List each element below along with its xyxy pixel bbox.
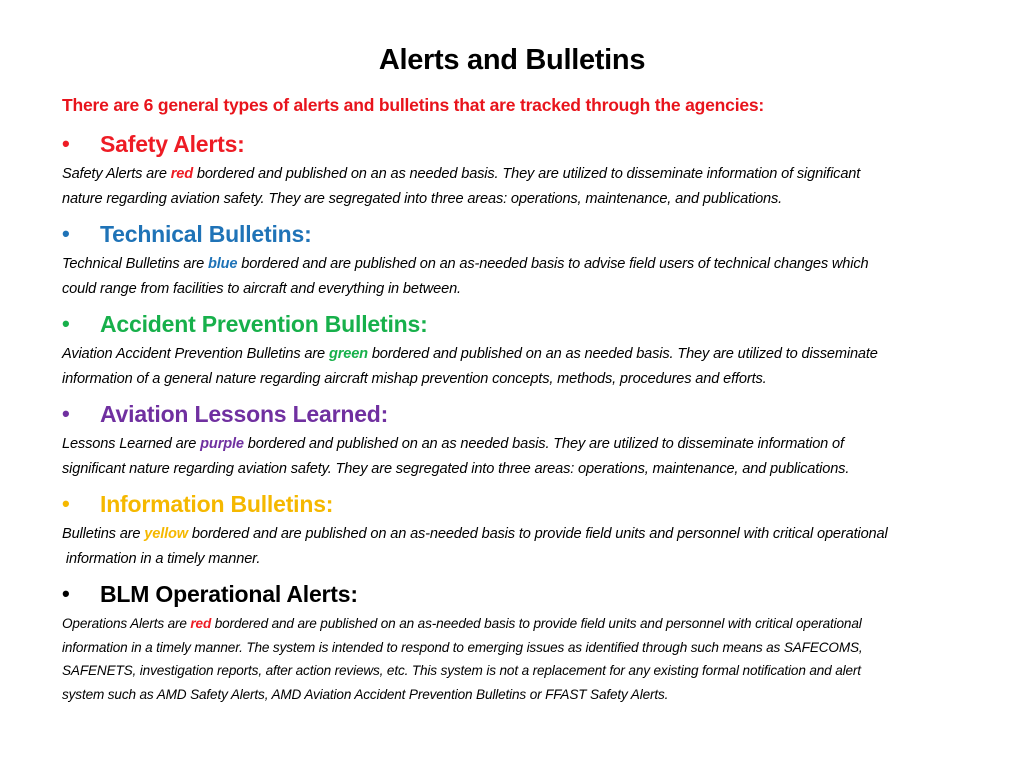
section-technical-bulletins [62,216,1002,301]
description-line: Lessons Learned are purple bordered and published on an as needed basis. They are utilized to disseminate information of [62,436,844,452]
section-heading-text: Safety Alerts: [100,131,245,157]
bullet-icon: • [62,401,70,426]
section-safety-alerts [62,126,1002,211]
description-line: Safety Alerts are red bordered and published on an as needed basis. They are utilized to disseminate information of significant [62,166,861,182]
section-description [62,252,1002,301]
description-line: system such as AMD Safety Alerts, AMD Aviation Accident Prevention Bulletins or FFAST Safety Alerts. [62,686,669,702]
section-heading [62,216,1002,252]
section-accident-prevention-bulletins [62,306,1002,391]
sections-list [62,126,1002,711]
section-description [62,432,1002,481]
page-title: Alerts and Bulletins [378,44,646,76]
section-heading-text: Aviation Lessons Learned: [100,401,389,427]
description-line: information in a timely manner. [62,550,261,567]
section-blm-operational-alerts [62,576,1002,706]
bullet-icon: • [62,581,70,606]
section-heading [62,486,1002,522]
description-line: Technical Bulletins are blue bordered and are published on an as-needed basis to advise field users of technical changes which [62,256,869,272]
section-heading-text: Information Bulletins: [100,491,334,517]
section-information-bulletins [62,486,1002,571]
description-line: SAFENETS, investigation reports, after action reviews, etc. This system is not a replacement for any existing formal notification and alert [62,663,861,678]
color-keyword: blue [207,256,238,272]
color-keyword: red [190,616,212,631]
description-line: Operations Alerts are red bordered and are published on an as-needed basis to provide field units and personnel with critical operational [62,616,862,631]
section-description [62,612,1002,706]
description-line: Aviation Accident Prevention Bulletins are green bordered and published on an as needed basis. They are utilized to disseminate [62,346,878,362]
description-line: information of a general nature regarding aircraft mishap prevention concepts, methods, procedures and efforts. [62,370,767,387]
section-heading [62,306,1002,342]
description-line: significant nature regarding aviation safety. They are segregated into three areas: operations, maintenance, and publications. [62,460,850,477]
intro-text: There are 6 general types of alerts and bulletins that are tracked through the agencies: [62,95,765,115]
description-line: information in a timely manner. The system is intended to respond to emerging issues as identified through such means as SAFECOMS, [62,639,863,655]
description-line: nature regarding aviation safety. They are segregated into three areas: operations, maintenance, and publications. [62,190,783,207]
bullet-icon: • [62,131,70,156]
section-heading-text: BLM Operational Alerts: [100,581,358,607]
section-heading [62,126,1002,162]
color-keyword: red [170,166,193,182]
bullet-icon: • [62,311,70,336]
section-heading [62,396,1002,432]
section-description [62,342,1002,391]
color-keyword: purple [200,436,244,452]
section-heading-text: Accident Prevention Bulletins: [100,311,428,337]
description-line: could range from facilities to aircraft and everything in between. [62,280,461,297]
section-description [62,522,1002,571]
bullet-icon: • [62,221,70,246]
section-heading [62,576,1002,612]
section-aviation-lessons-learned [62,396,1002,481]
section-heading-text: Technical Bulletins: [100,221,312,247]
section-description [62,162,1002,211]
color-keyword: green [328,346,368,362]
description-line: Bulletins are yellow bordered and are published on an as-needed basis to provide field units and personnel with critical operational [62,526,888,542]
bullet-icon: • [62,491,70,516]
color-keyword: yellow [144,526,188,542]
